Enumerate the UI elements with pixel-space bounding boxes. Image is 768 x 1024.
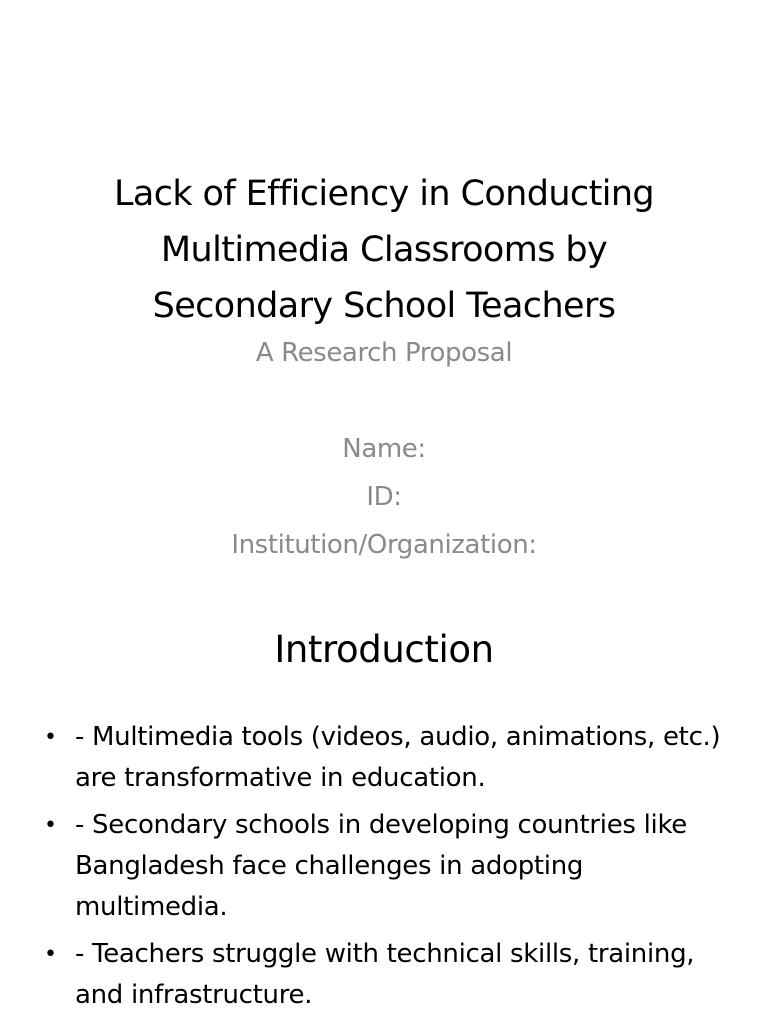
bullet-icon: •: [44, 813, 57, 838]
subtitle-block: [40, 334, 728, 574]
bullet-list: [40, 717, 730, 1022]
bullet-text: - Teachers struggle with technical skills, training, and infrastructure.: [75, 939, 695, 1010]
title-line: Secondary School Teachers: [152, 286, 616, 326]
id-field-label: ID:: [366, 482, 402, 512]
bullet-item: [40, 934, 730, 1016]
bullet-text: - Multimedia tools (videos, audio, animations, etc.) are transformative in education.: [75, 722, 721, 793]
name-field-label: Name:: [342, 434, 426, 464]
title-line: Lack of Efficiency in Conducting: [113, 174, 655, 214]
title-line: Multimedia Classrooms by: [160, 230, 608, 270]
bullet-icon: •: [44, 942, 57, 967]
bullet-text: - Secondary schools in developing countries like Bangladesh face challenges in adopting multimedia.: [75, 810, 687, 922]
subtitle-line: A Research Proposal: [255, 338, 513, 368]
bullet-item: [40, 805, 730, 928]
section-heading: Introduction: [274, 628, 494, 671]
institution-field-label: Institution/Organization:: [231, 530, 537, 560]
bullet-item: [40, 717, 730, 799]
slide-title: [40, 166, 728, 334]
bullet-icon: •: [44, 725, 57, 750]
subtitle-spacer: [40, 382, 728, 430]
